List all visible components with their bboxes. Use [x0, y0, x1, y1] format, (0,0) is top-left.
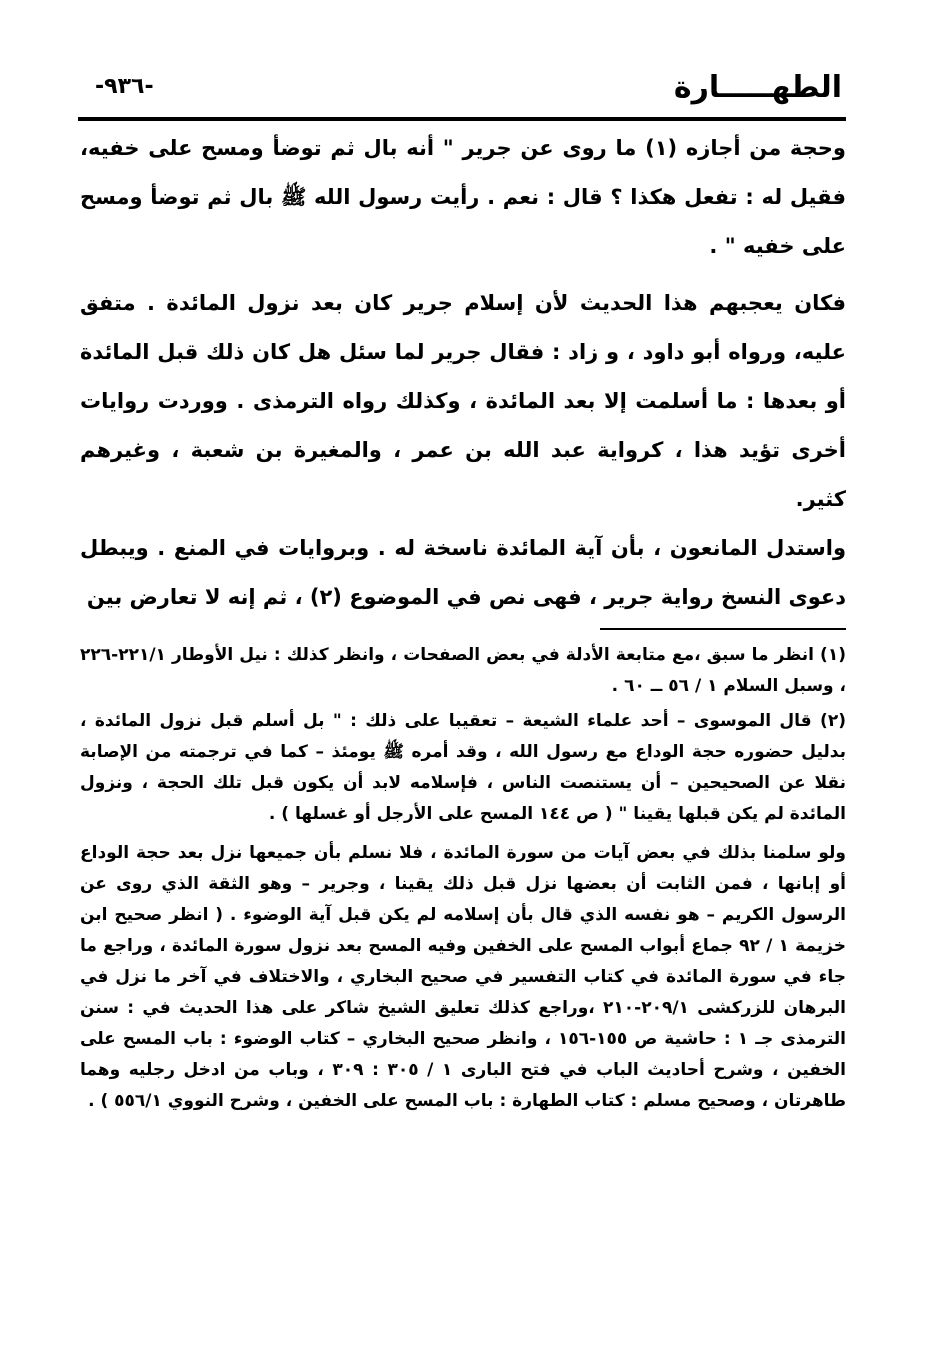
page-number: -٩٣٦-	[95, 74, 154, 99]
main-paragraph: فكان يعجبهم هذا الحديث لأن إسلام جرير كان بعد نزول المائدة . متفق عليه، ورواه أبو داود ، و زاد : فقال جرير لما سئل هل كان ذلك قبل المائدة أو بعدها : ما أسلمت إلا بعد المائدة ، وكذلك رواه الترمذى . ووردت روايات أخرى تؤيد هذا ، كرواية عبد الله بن عمر ، والمغيرة بن شعبة ، وغيرهم كثير.	[80, 291, 846, 511]
header-divider	[78, 117, 846, 121]
footnote-1: (١) انظر ما سبق ،مع متابعة الأدلة في بعض الصفحات ، وانظر كذلك : نيل الأوطار ٢٢١/١-٢٢٦ ، وسبل السلام ١ / ٥٦ ــ ٦٠ .	[80, 645, 846, 696]
page-header-title: الطهـــــارة	[673, 70, 842, 105]
footnote-2: (٢) قال الموسوى – أحد علماء الشيعة – تعقيبا على ذلك : " بل أسلم قبل نزول المائدة ، بدليل حضوره حجة الوداع مع رسول الله ، وقد أمره ﷺ يومئذ – كما في ترجمته من الإصابة نقلا عن الصحيحين – أن يستنصت الناس ، فإسلامه لابد أن يكون قبل تلك الحجة ، ونزول المائدة لم يكن قبلها يقينا " ( ص ١٤٤ المسح على الأرجل أو غسلها ) .	[80, 711, 846, 824]
footnotes-section	[80, 640, 846, 1117]
main-text-body	[80, 124, 846, 622]
main-paragraph: واستدل المانعون ، بأن آية المائدة ناسخة له . وبروايات في المنع . ويبطل دعوى النسخ رواية جرير ، فهى نص في الموضوع (٢) ، ثم إنه لا تعارض بين	[80, 536, 846, 609]
footnote-divider	[600, 628, 846, 630]
main-paragraph: وحجة من أجازه (١) ما روى عن جرير " أنه بال ثم توضأ ومسح على خفيه، فقيل له : تفعل هكذا ؟ قال : نعم . رأيت رسول الله ﷺ بال ثم توضأ ومسح على خفيه " .	[80, 136, 846, 258]
footnote-2-continuation: ولو سلمنا بذلك في بعض آيات من سورة المائدة ، فلا نسلم بأن جميعها نزل بعد حجة الوداع أو إبانها ، فمن الثابت أن بعضها نزل قبل ذلك يقينا ، وجرير – وهو الثقة الذي روى عن الرسول الكريم – هو نفسه الذي قال بأن إسلامه لم يكن قبل آية الوضوء . ( انظر صحيح ابن خزيمة ١ / ٩٢ جماع أبواب المسح على الخفين وفيه المسح بعد نزول سورة المائدة ، وراجع ما جاء في سورة المائدة في كتاب التفسير في صحيح البخاري ، والاختلاف في آخر ما نزل في البرهان للزركشى ٢٠٩/١-٢١٠ ،وراجع كذلك تعليق الشيخ شاكر على هذا الحديث في : سنن الترمذى جـ ١ : حاشية ص ١٥٥-١٥٦ ، وانظر صحيح البخاري – كتاب الوضوء : باب المسح على الخفين ، وشرح أحاديث الباب في فتح البارى ١ / ٣٠٥ : ٣٠٩ ، وباب من ادخل رجليه وهما طاهرتان ، وصحيح مسلم : كتاب الطهارة : باب المسح على الخفين ، وشرح النووي ٥٥٦/١ ) .	[80, 843, 847, 1111]
